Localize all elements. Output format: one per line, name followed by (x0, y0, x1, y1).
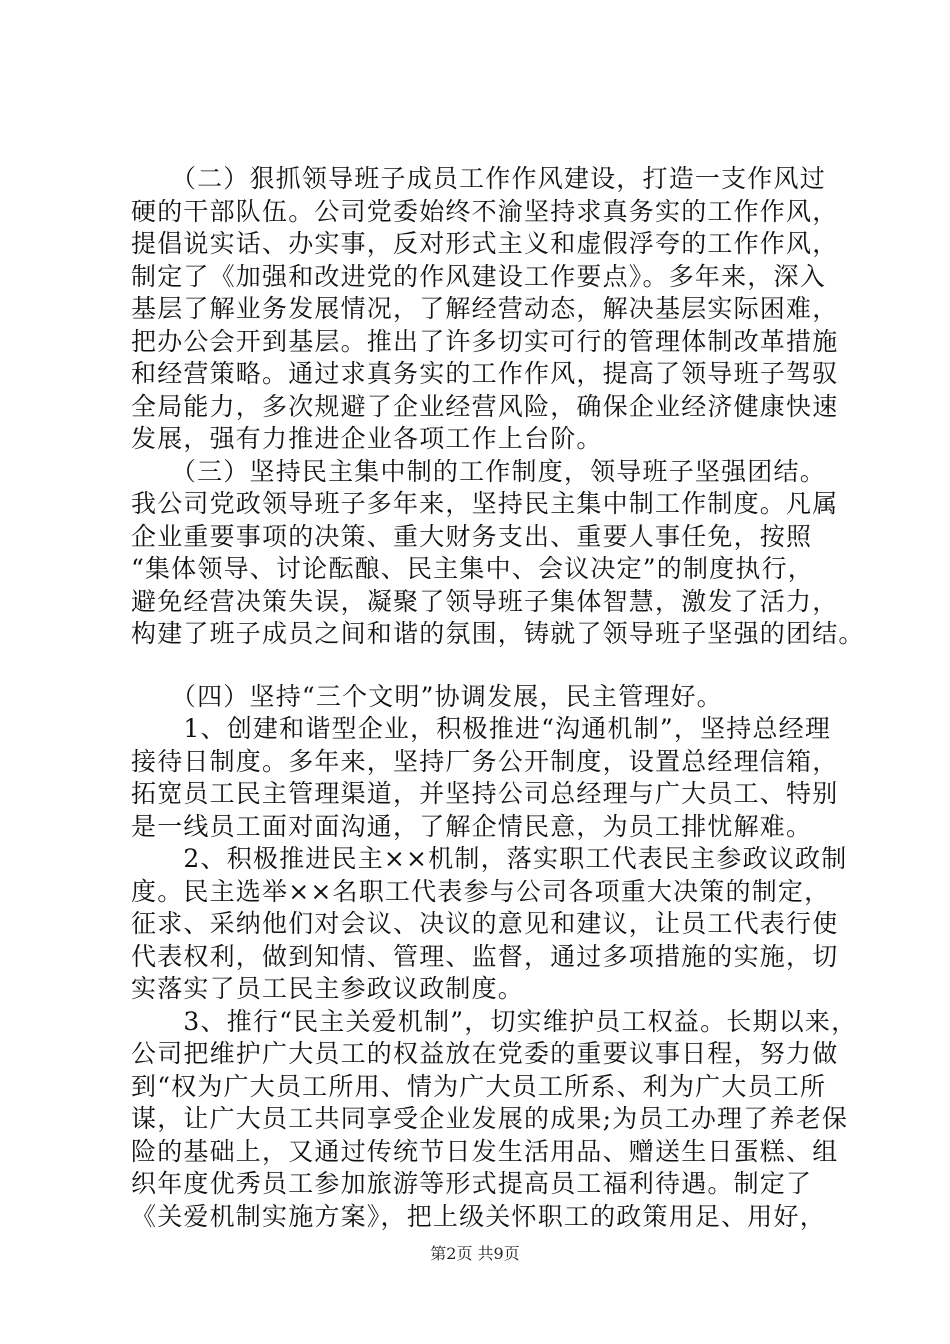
page-number-footer: 第2页 共9页 (430, 1244, 520, 1263)
text-block-democratic-management (131, 681, 858, 1234)
text-line: 是一线员工面对面沟通，了解企情民意，为员工排忧解难。 (131, 811, 813, 841)
text-line: 公司把维护广大员工的权益放在党委的重要议事日程，努力做 (131, 1039, 839, 1068)
text-line: 织年度优秀员工参加旅游等形式提高员工福利待遇。制定了 (131, 1169, 813, 1198)
text-line: 拓宽员工民主管理渠道，并坚持公司总经理与广大员工、特别 (131, 779, 839, 808)
text-line: 提倡说实话、办实事，反对形式主义和虚假浮夸的工作作风， (131, 229, 839, 258)
text-line: 制定了《加强和改进党的作风建设工作要点》。多年来，深入 (131, 261, 826, 291)
text-line: 企业重要事项的决策、重大财务支出、重要人事任免，按照 (131, 521, 813, 551)
text-line: 把办公会开到基层。推出了许多切实可行的管理体制改革措施 (131, 326, 839, 356)
text-line: 险的基础上，又通过传统节日发生活用品、赠送生日蛋糕、组 (131, 1136, 839, 1166)
text-line: 接待日制度。多年来，坚持厂务公开制度，设置总经理信箱， (131, 746, 839, 776)
text-block-leadership (131, 163, 865, 651)
text-line: 征求、采纳他们对会议、决议的意见和建议，让员工代表行使 (131, 909, 839, 938)
text-line: （三）坚持民主集中制的工作制度，领导班子坚强团结。 (131, 456, 826, 486)
text-line: 发展，强有力推进企业各项工作上台阶。 (131, 424, 603, 453)
text-line: 3、推行“民主关爱机制”，切实维护员工权益。长期以来， (131, 1006, 858, 1036)
text-line: 基层了解业务发展情况，了解经营动态，解决基层实际困难， (131, 294, 839, 323)
text-line: 实落实了员工民主参政议政制度。 (131, 974, 525, 1003)
text-line: 1、创建和谐型企业，积极推进“沟通机制”，坚持总经理 (131, 714, 832, 743)
text-line: 构建了班子成员之间和谐的氛围，铸就了领导班子坚强的团结。 (131, 619, 865, 648)
text-line: 到“权为广大员工所用、情为广大员工所系、利为广大员工所 (131, 1071, 827, 1101)
text-line: “集体领导、讨论酝酿、民主集中、会议决定”的制度执行， (131, 554, 814, 583)
text-line: 度。民主选举××名职工代表参与公司各项重大决策的制定， (131, 876, 831, 906)
text-line: 2、积极推进民主××机制，落实职工代表民主参政议政制 (131, 844, 848, 873)
text-line: 谋，让广大员工共同享受企业发展的成果;为员工办理了养老保 (131, 1104, 849, 1133)
text-line: 代表权利，做到知情、管理、监督，通过多项措施的实施，切 (131, 941, 839, 971)
paragraph-gap (131, 651, 851, 681)
text-line: 和经营策略。通过求真务实的工作作风，提高了领导班子驾驭 (131, 359, 839, 388)
text-line: （四）坚持“三个文明”协调发展，民主管理好。 (131, 681, 723, 711)
text-line: 全局能力，多次规避了企业经营风险，确保企业经济健康快速 (131, 391, 839, 421)
text-line: （二）狠抓领导班子成员工作作风建设，打造一支作风过 (131, 164, 826, 193)
text-line: 《关爱机制实施方案》，把上级关怀职工的政策用足、用好， (131, 1201, 826, 1231)
text-line: 硬的干部队伍。公司党委始终不渝坚持求真务实的工作作风， (131, 196, 839, 226)
document-body (131, 163, 865, 1233)
text-line: 避免经营决策失误，凝聚了领导班子集体智慧，激发了活力， (131, 586, 839, 616)
text-line: 我公司党政领导班子多年来，坚持民主集中制工作制度。凡属 (131, 489, 839, 518)
